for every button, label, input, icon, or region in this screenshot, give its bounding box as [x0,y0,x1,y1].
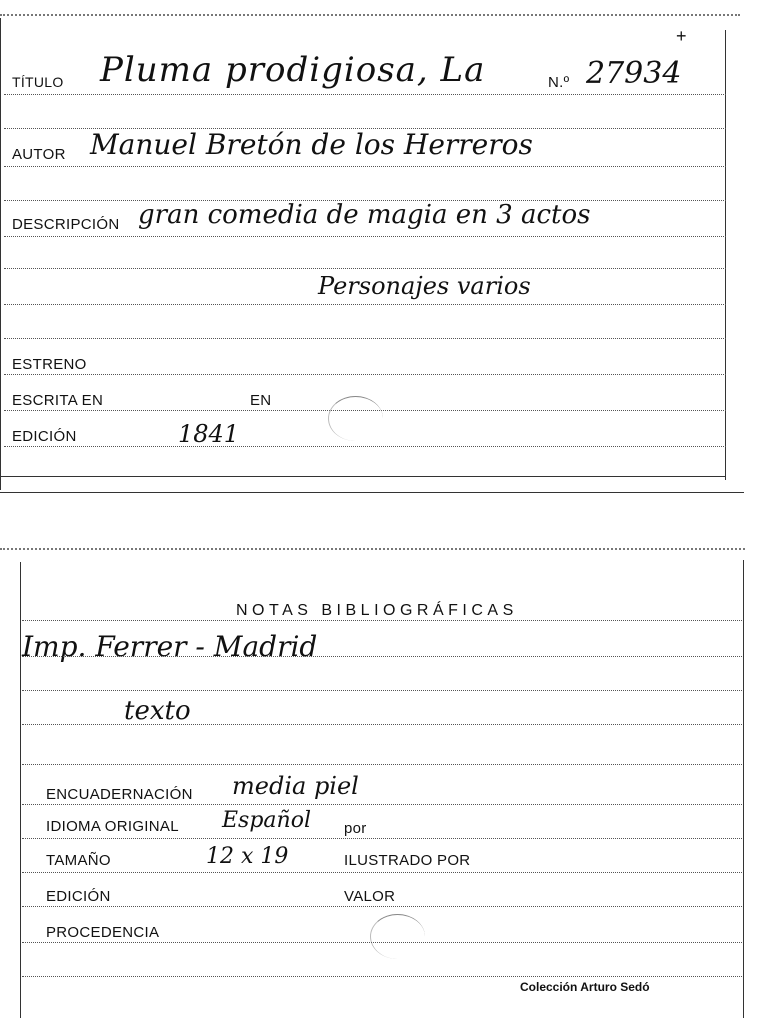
autor-label: AUTOR [12,146,66,163]
encuadernacion-value: media piel [232,772,359,800]
descripcion-value: gran comedia de magia en 3 actos [138,200,591,230]
numero-label: N.º [548,74,570,91]
note-2: texto [124,696,191,726]
rule-line [4,128,726,129]
card-bottom-edge [0,492,744,493]
card-bottom-rule [0,476,726,477]
rule-line [4,268,726,269]
numero-value: 27934 [586,56,682,91]
card-left-border [0,18,1,490]
rule-line [22,804,742,805]
idioma-label: IDIOMA ORIGINAL [46,818,179,835]
procedencia-label: PROCEDENCIA [46,924,160,941]
escrita-en-label: ESCRITA EN [12,392,104,409]
card-right-border [725,30,726,480]
rule-line [22,872,742,873]
estreno-label: ESTRENO [12,356,87,373]
card-top-edge [0,548,745,556]
autor-value: Manuel Bretón de los Herreros [90,128,533,161]
rule-line [22,724,742,725]
en-label: EN [250,392,272,409]
tamano-label: TAMAÑO [46,852,111,869]
rule-line [22,690,742,691]
titulo-value: Pluma prodigiosa, La [100,50,486,90]
rule-line [4,374,726,375]
rule-line [22,620,742,621]
idioma-value: Español [222,808,311,833]
titulo-label: TÍTULO [12,74,64,90]
rule-line [22,976,742,977]
coleccion-footer: Colección Arturo Sedó [520,980,650,994]
descripcion-label: DESCRIPCIÓN [12,216,120,233]
note-1: Imp. Ferrer - Madrid [22,630,318,663]
edicion-label: EDICIÓN [46,888,111,905]
descripcion-value-2: Personajes varios [318,272,531,300]
card-right-border [743,560,744,1018]
rule-line [22,942,742,943]
rule-line [4,236,726,237]
encuadernacion-label: ENCUADERNACIÓN [46,786,193,803]
hole-punch-mark [370,914,425,959]
rule-line [4,94,726,95]
rule-line [4,166,726,167]
notas-heading: NOTAS BIBLIOGRÁFICAS [236,602,518,619]
plus-mark: + [676,26,687,46]
valor-label: VALOR [344,888,396,905]
rule-line [22,656,742,657]
rule-line [22,906,742,907]
ilustrado-label: ILUSTRADO POR [344,852,471,869]
rule-line [4,338,726,339]
rule-line [4,200,726,201]
edicion-label: EDICIÓN [12,428,77,445]
por-label: por [344,820,367,837]
hole-punch-mark [328,396,383,441]
rule-line [4,446,726,447]
card-left-border [20,562,21,1018]
rule-line [4,304,726,305]
tamano-value: 12 x 19 [206,844,289,869]
rule-line [22,764,742,765]
edicion-value: 1841 [178,420,240,448]
rule-line [22,838,742,839]
card-top-edge [0,14,740,22]
